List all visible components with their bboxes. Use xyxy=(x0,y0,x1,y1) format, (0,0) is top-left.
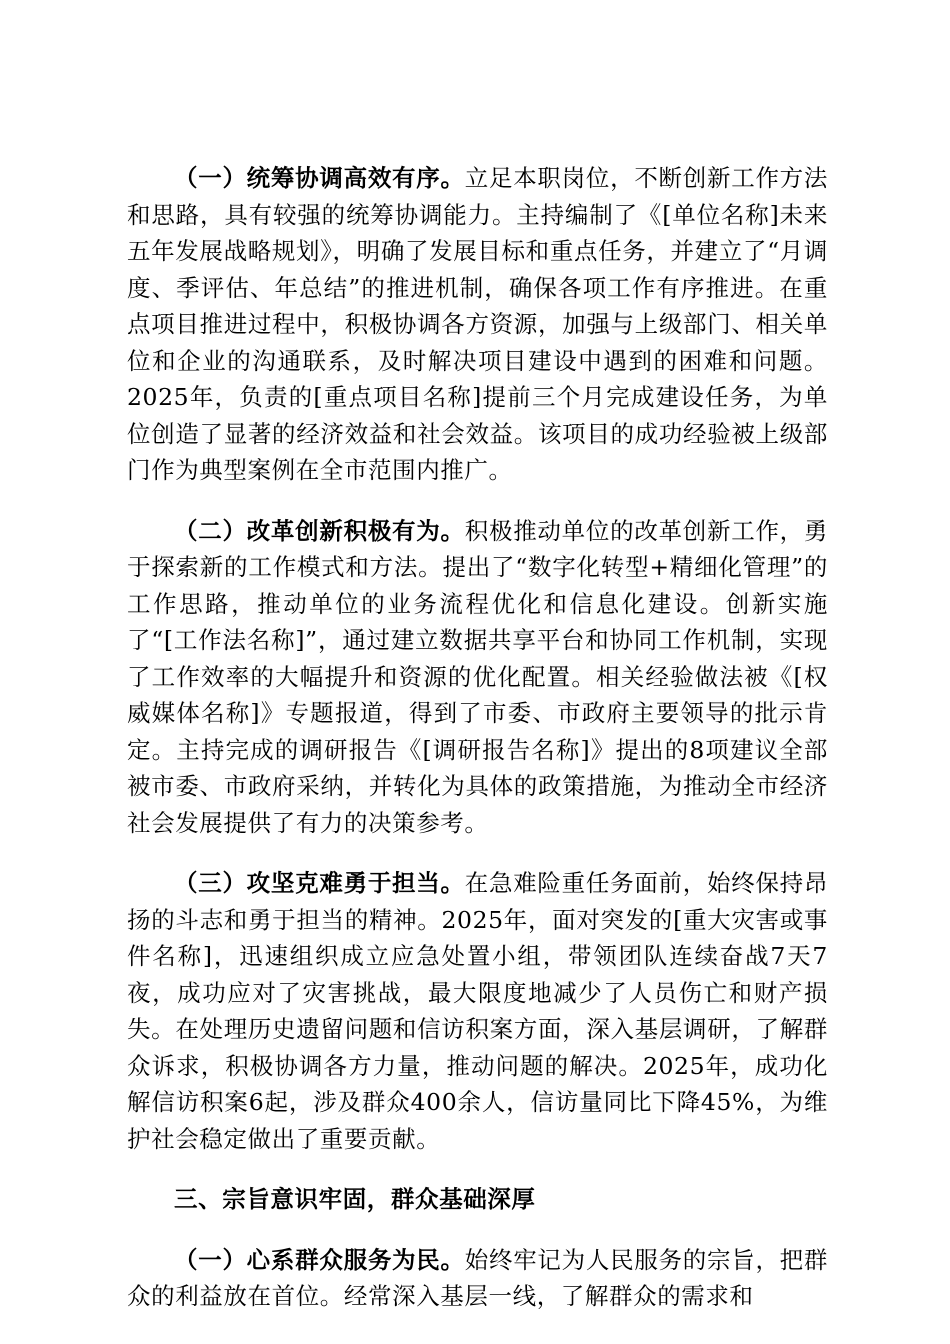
paragraph-lead: （一）心系群众服务为民。 xyxy=(174,1245,465,1274)
paragraph-body: 始终牢记为人民服务的宗旨，把群众的利益放在首位。经常深入基层一线，了解群众的需求和 xyxy=(127,1245,829,1310)
paragraph-lead: （二）改革创新积极有为。 xyxy=(174,516,465,545)
paragraph-body: 积极推动单位的改革创新工作，勇于探索新的工作模式和方法。提出了“数字化转型+精细化管理”的工作思路，推动单位的业务流程优化和信息化建设。创新实施了“[工作法名称]”，通过建立数据共享平台和协同工作机制，实现了工作效率的大幅提升和资源的优化配置。相关经验做法被《[权威媒体名称]》专题报道，得到了市委、市政府主要领导的批示肯定。主持完成的调研报告《[调研报告名称]》提出的8项建议全部被市委、市政府采纳，并转化为具体的政策措施，为推动全市经济社会发展提供了有力的决策参考。 xyxy=(127,516,829,837)
section-heading: 三、宗旨意识牢固，群众基础深厚 xyxy=(174,1185,536,1213)
paragraph-coordination xyxy=(127,160,828,489)
paragraph-body: 立足本职岗位，不断创新工作方法和思路，具有较强的统筹协调能力。主持编制了《[单位名称]未来五年发展战略规划》，明确了发展目标和重点任务，并建立了“月调度、季评估、年总结”的推进机制，确保各项工作有序推进。在重点项目推进过程中，积极协调各方资源，加强与上级部门、相关单位和企业的沟通联系，及时解决项目建设中遇到的困难和问题。2025年，负责的[重点项目名称]提前三个月完成建设任务，为单位创造了显著的经济效益和社会效益。该项目的成功经验被上级部门作为典型案例在全市范围内推广。 xyxy=(127,164,829,484)
paragraph-body: 在急难险重任务面前，始终保持昂扬的斗志和勇于担当的精神。2025年，面对突发的[重大灾害或事件名称]，迅速组织成立应急处置小组，带领团队连续奋战7天7夜，成功应对了灾害挑战，最大限度地减少了人员伤亡和财产损失。在处理历史遗留问题和信访积案方面，深入基层调研，了解群众诉求，积极协调各方力量，推动问题的解决。2025年，成功化解信访积案6起，涉及群众400余人，信访量同比下降45%，为维护社会稳定做出了重要贡献。 xyxy=(127,869,829,1153)
paragraph-lead: （三）攻坚克难勇于担当。 xyxy=(174,869,465,897)
paragraph-reform xyxy=(127,513,828,842)
paragraph-serve-people xyxy=(127,1242,828,1315)
paragraph-lead: （一）统筹协调高效有序。 xyxy=(174,164,465,192)
paragraph-responsibility xyxy=(127,865,828,1157)
document-page xyxy=(127,160,828,1339)
